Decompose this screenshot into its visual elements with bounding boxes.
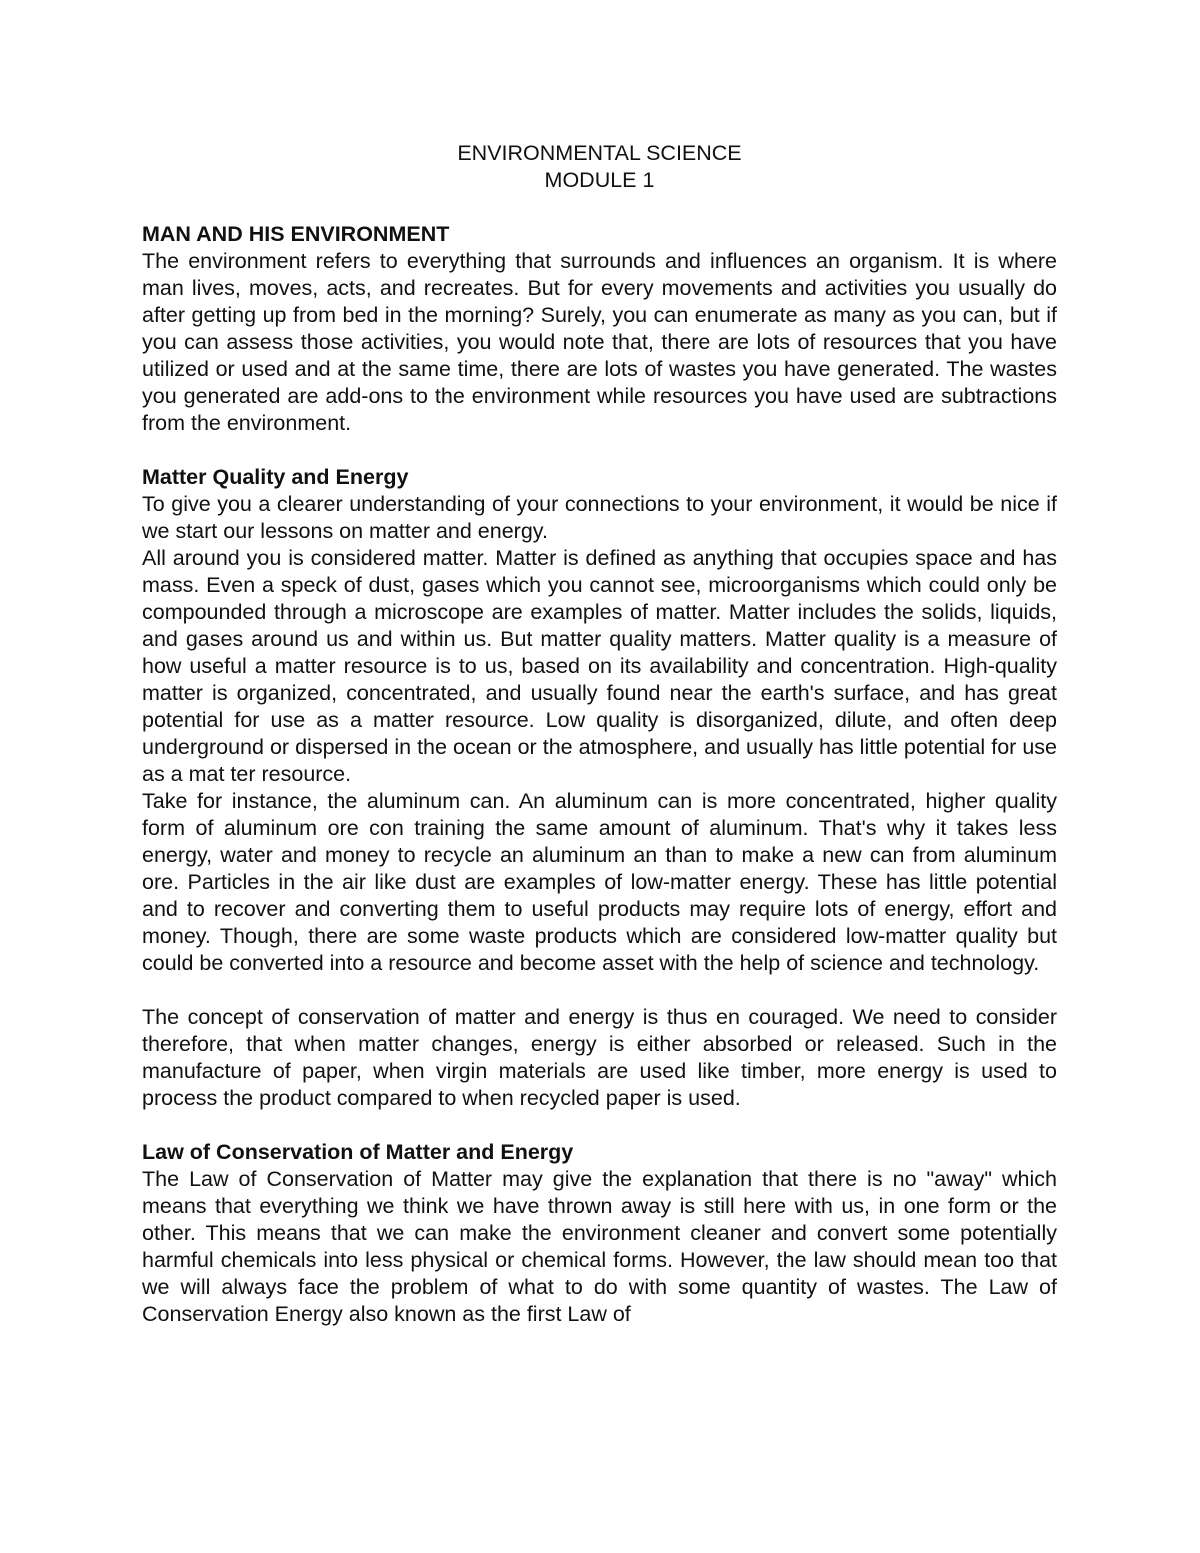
paragraph: Take for instance, the aluminum can. An aluminum can is more concentrated, higher quality form of aluminum ore con training the same amount of aluminum. That's why it takes less energy, water and money to recycle an aluminum an than to make a new can from aluminum ore. Particles in the air like dust are examples of low-matter energy. These has little potential and to recover and converting them to useful products may require lots of energy, effort and money. Though, there are some waste products which are considered low-matter quality but could be converted into a resource and become asset with the help of science and technology.	[142, 789, 1057, 975]
spacer	[142, 1112, 1057, 1139]
section-matter-quality	[142, 464, 1057, 1112]
section-heading: Law of Conservation of Matter and Energy	[142, 1140, 574, 1164]
paragraph: The concept of conservation of matter and energy is thus en couraged. We need to consider therefore, that when matter changes, energy is either absorbed or released. Such in the manufacture of paper, when virgin materials are used like timber, more energy is used to process the product compared to when recycled paper is used.	[142, 1005, 1057, 1110]
document-subtitle: MODULE 1	[544, 168, 655, 192]
spacer	[142, 977, 1057, 1004]
paragraph: To give you a clearer understanding of your connections to your environment, it would be nice if we start our lessons on matter and energy.	[142, 492, 1057, 543]
document-title: ENVIRONMENTAL SCIENCE	[457, 141, 742, 165]
section-heading: MAN AND HIS ENVIRONMENT	[142, 222, 450, 246]
section-law-of-conservation	[142, 1139, 1057, 1328]
document-title-block	[142, 140, 1057, 194]
paragraph: The Law of Conservation of Matter may give the explanation that there is no "away" which means that everything we think we have thrown away is still here with us, in one form or the other. This means that we can make the environment cleaner and convert some potentially harmful chemicals into less physical or chemical forms. However, the law should mean too that we will always face the problem of what to do with some quantity of wastes. The Law of Conservation Energy also known as the first Law of	[142, 1167, 1057, 1326]
section-heading: Matter Quality and Energy	[142, 465, 409, 489]
paragraph: The environment refers to everything that surrounds and influences an organism. It is where man lives, moves, acts, and recreates. But for every movements and activities you usually do after getting up from bed in the morning? Surely, you can enumerate as many as you can, but if you can assess those activities, you would note that, there are lots of resources that you have utilized or used and at the same time, there are lots of wastes you have generated. The wastes you generated are add-ons to the environment while resources you have used are subtractions from the environment.	[142, 249, 1057, 435]
spacer	[142, 437, 1057, 464]
paragraph: All around you is considered matter. Matter is defined as anything that occupies space and has mass. Even a speck of dust, gases which you cannot see, microorganisms which could only be compounded through a microscope are examples of matter. Matter includes the solids, liquids, and gases around us and within us. But matter quality matters. Matter quality is a measure of how useful a matter resource is to us, based on its availability and concentration. High-quality matter is organized, concentrated, and usually found near the earth's surface, and has great potential for use as a matter resource. Low quality is disorganized, dilute, and often deep underground or dispersed in the ocean or the atmosphere, and usually has little potential for use as a mat ter resource.	[142, 546, 1057, 786]
section-man-and-environment	[142, 221, 1057, 437]
document-page	[142, 140, 1057, 1328]
